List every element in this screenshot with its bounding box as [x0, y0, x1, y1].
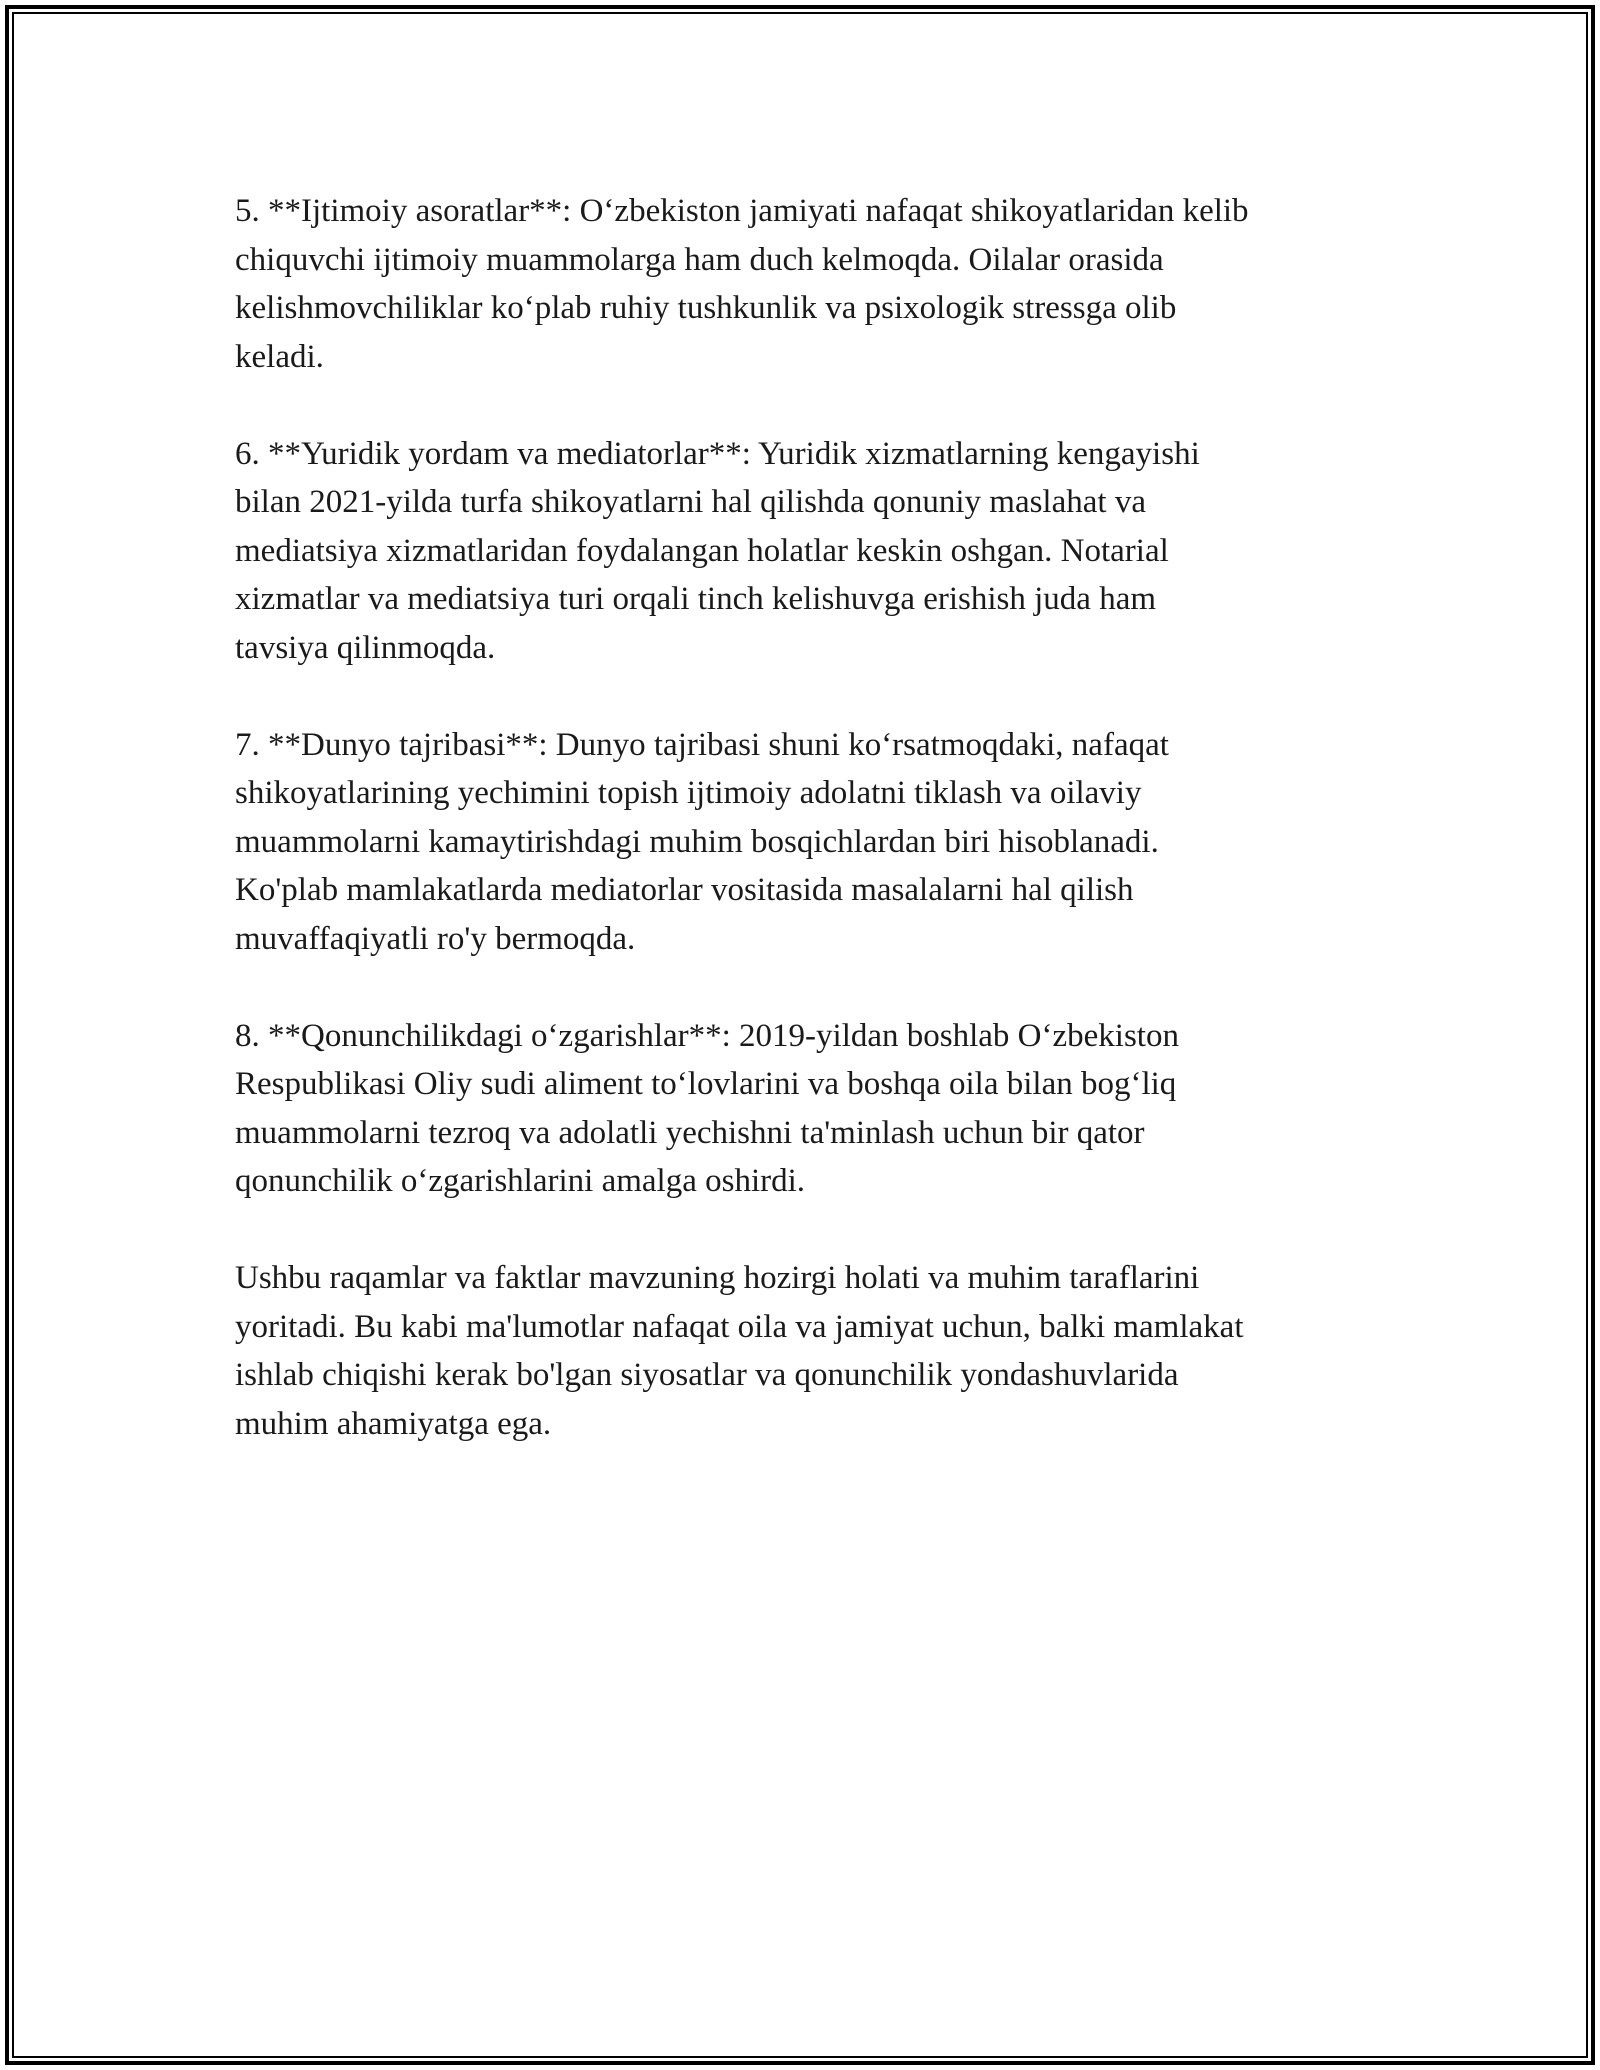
paragraph-yuridik-yordam: 6. **Yuridik yordam va mediatorlar**: Yuridik xizmatlarning kengayishi bilan 2021-yilda turfa shikoyatlarni hal qilishda qonuniy maslahat va mediatsiya xizmatlaridan foydalangan holatlar keskin oshgan. Notarial xizmatlar va mediatsiya turi orqali tinch kelishuvga erishish juda ham tavsiya qilinmoqda. — [235, 435, 1200, 666]
paragraph-conclusion: Ushbu raqamlar va faktlar mavzuning hozirgi holati va muhim taraflarini yoritadi. Bu kabi ma'lumotlar nafaqat oila va jamiyat uchun, balki mamlakat ishlab chiqishi kerak bo'lgan siyosatlar va qonunchilik yondashuvlarida muhim ahamiyatga ega. — [235, 1260, 1244, 1442]
document-body — [235, 187, 1385, 1497]
paragraph-qonunchilik: 8. **Qonunchilikdagi o‘zgarishlar**: 2019-yildan boshlab O‘zbekiston Respublikasi Oliy sudi aliment to‘lovlarini va boshqa oila bilan bog‘liq muammolarni tezroq va adolatli yechishni ta'minlash uchun bir qator qonunchilik o‘zgarishlarini amalga oshirdi. — [235, 1017, 1179, 1199]
paragraph-dunyo-tajribasi: 7. **Dunyo tajribasi**: Dunyo tajribasi shuni ko‘rsatmoqdaki, nafaqat shikoyatlarining yechimini topish ijtimoiy adolatni tiklash va oilaviy muammolarni kamaytirishdagi muhim bosqichlardan biri hisoblanadi. Ko'plab mamlakatlarda mediatorlar vositasida masalalarni hal qilish muvaffaqiyatli ro'y bermoqda. — [235, 726, 1169, 957]
paragraph-ijtimoiy-asoratlar: 5. **Ijtimoiy asoratlar**: O‘zbekiston jamiyati nafaqat shikoyatlaridan kelib chiquvchi ijtimoiy muammolarga ham duch kelmoqda. Oilalar orasida kelishmovchiliklar ko‘plab ruhiy tushkunlik va psixologik stressga olib keladi. — [235, 193, 1249, 375]
